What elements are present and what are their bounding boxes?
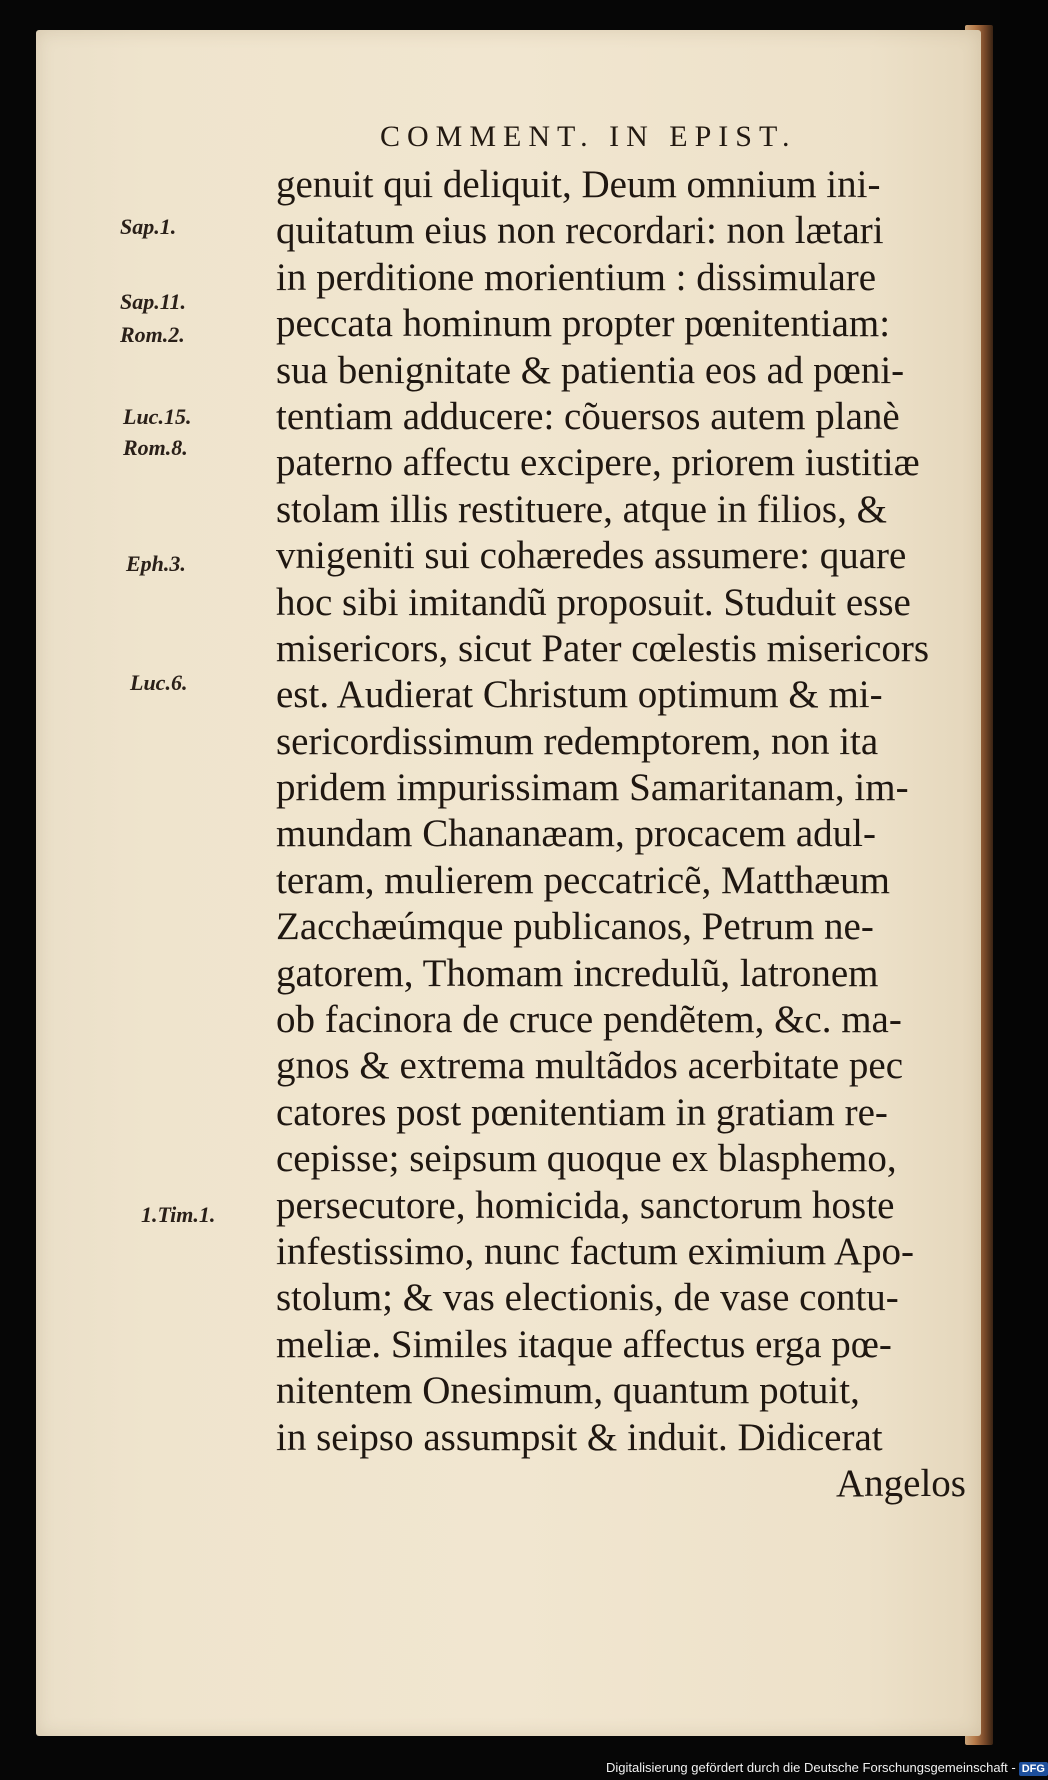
running-head: COMMENT. IN EPIST.	[380, 120, 797, 153]
text-line: misericors, sicut Pater cœlestis misericors	[276, 626, 930, 670]
margin-note-rom-2: Rom.2.	[120, 322, 185, 347]
text-line: pridem impurissimam Samaritanam, im-	[276, 766, 909, 810]
margin-note-1-tim-1: 1.Tim.1.	[141, 1202, 216, 1227]
text-line: hoc sibi imitandũ proposuit. Studuit esse	[276, 580, 911, 624]
text-line: vnigeniti sui cohæredes assumere: quare	[276, 534, 907, 578]
text-line: cepisse; seipsum quoque ex blasphemo,	[276, 1137, 897, 1181]
margin-note-sap-1: Sap.1.	[120, 214, 177, 239]
text-line: meliæ. Similes itaque affectus erga pœ-	[276, 1322, 892, 1366]
text-line: nitentem Onesimum, quantum potuit,	[276, 1369, 860, 1413]
text-line: persecutore, homicida, sanctorum hoste	[276, 1183, 895, 1227]
text-line: in seipso assumpsit & induit. Didicerat	[276, 1415, 883, 1459]
text-line: quitatum eius non recordari: non lætari	[276, 209, 884, 253]
catchword: Angelos	[836, 1461, 966, 1505]
digitization-credit	[606, 1760, 1048, 1776]
text-line: peccata hominum propter pœnitentiam:	[276, 302, 891, 346]
body-text	[276, 162, 966, 1507]
credit-text: Digitalisierung gefördert durch die Deutsche Forschungsgemeinschaft -	[606, 1760, 1016, 1775]
text-line: gatorem, Thomam incredulũ, latronem	[276, 951, 879, 995]
text-line: genuit qui deliquit, Deum omnium ini-	[276, 163, 881, 206]
text-line: stolum; & vas electionis, de vase contu-	[276, 1276, 899, 1320]
margin-note-rom-8: Rom.8.	[123, 435, 188, 460]
margin-note-luc-15: Luc.15.	[123, 404, 192, 429]
text-line: tentiam adducere: cõuersos autem planè	[276, 394, 900, 438]
text-line: teram, mulierem peccatricẽ, Matthæum	[276, 858, 891, 902]
dfg-logo: DFG	[1019, 1762, 1048, 1776]
text-line: Zacchæúmque publicanos, Petrum ne-	[276, 905, 874, 949]
text-line: infestissimo, nunc factum eximium Apo-	[276, 1229, 914, 1273]
margin-note-eph-3: Eph.3.	[126, 551, 186, 576]
text-line: stolam illis restituere, atque in filios, &	[276, 487, 887, 531]
margin-note-sap-11: Sap.11.	[120, 289, 187, 314]
text-line: sua benignitate & patientia eos ad pœni-	[276, 348, 905, 392]
margin-note-luc-6: Luc.6.	[130, 670, 188, 695]
text-line: catores post pœnitentiam in gratiam re-	[276, 1090, 888, 1134]
text-line: sericordissimum redemptorem, non ita	[276, 719, 879, 763]
text-line: mundam Chananæam, procacem adul-	[276, 812, 876, 856]
text-line: in perditione morientium : dissimulare	[276, 255, 877, 299]
text-line: gnos & extrema multãdos acerbitate pec	[276, 1044, 904, 1088]
text-line: est. Audierat Christum optimum & mi-	[276, 673, 883, 717]
text-line: paterno affectu excipere, priorem iustitiæ	[276, 441, 920, 485]
text-line: ob facinora de cruce pendẽtem, &c. ma-	[276, 998, 902, 1042]
